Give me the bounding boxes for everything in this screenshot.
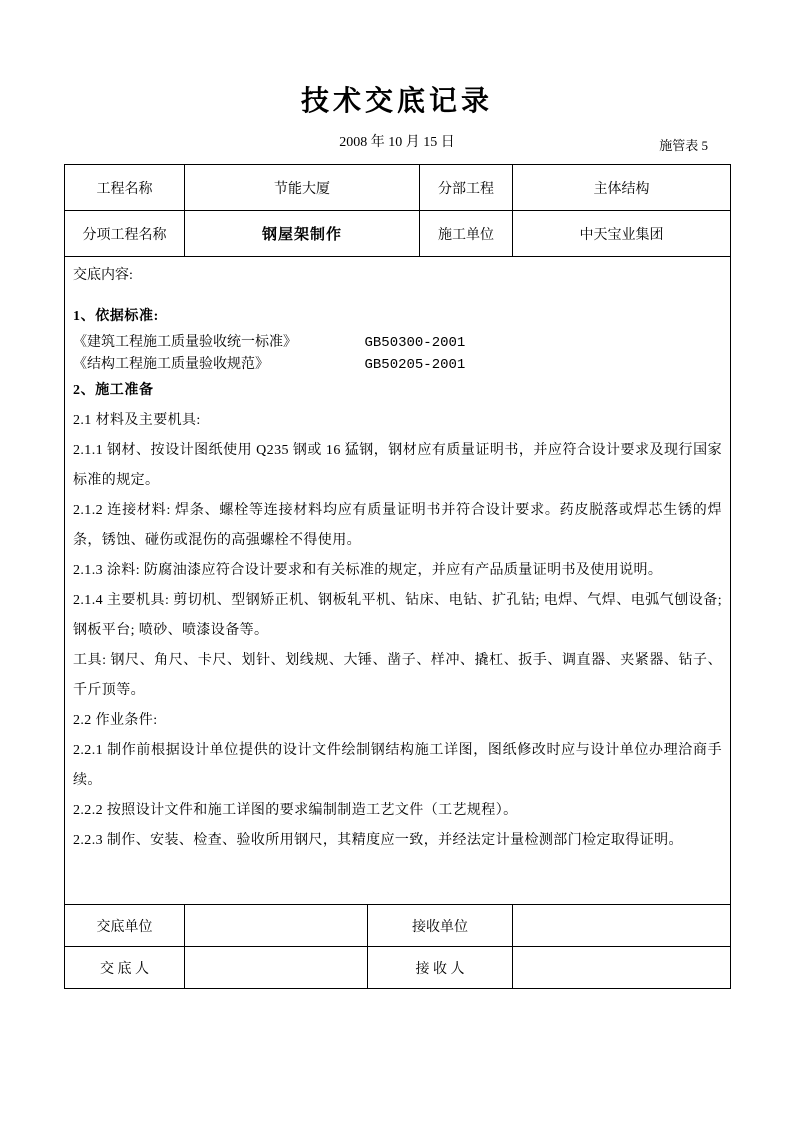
document-date: 2008 年 10 月 15 日	[339, 135, 455, 150]
standard-name: 《结构工程施工质量验收规范》	[73, 357, 269, 372]
discloser-label: 交 底 人	[65, 947, 185, 989]
document-body	[64, 0, 730, 989]
division-work-value: 主体结构	[513, 165, 731, 211]
paragraph: 2.1.3 涂料: 防腐油漆应符合设计要求和有关标准的规定，并应有产品质量证明书及使用说明。	[73, 563, 663, 578]
receiver-label: 接 收 人	[368, 947, 513, 989]
paragraph: 2.2 作业条件:	[73, 713, 158, 728]
paragraph: 工具: 钢尺、角尺、卡尺、划针、划线规、大锤、凿子、样冲、撬杠、扳手、调直器、夹紧器、钻子、千斤顶等。	[73, 653, 722, 698]
sub-project-value: 钢屋架制作	[185, 211, 420, 257]
paragraph: 2.1.1 钢材、按设计图纸使用 Q235 钢或 16 猛钢，钢材应有质量证明书，并应符合设计要求及现行国家标准的规定。	[73, 443, 722, 488]
receiving-unit-value-cell	[513, 905, 731, 947]
section-1-heading: 1、依据标准:	[73, 309, 159, 324]
paragraph: 2.2.2 按照设计文件和施工详图的要求编制制造工艺文件（工艺规程）。	[73, 803, 518, 818]
construction-unit-value: 中天宝业集团	[513, 211, 731, 257]
paragraph: 2.1.4 主要机具: 剪切机、型钢矫正机、钢板轧平机、钻床、电钻、扩孔钻; 电焊、气焊、电弧气刨设备; 钢板平台; 喷砂、喷漆设备等。	[73, 593, 722, 638]
footer-row-2	[65, 947, 731, 989]
section-2-heading: 2、施工准备	[73, 383, 154, 398]
disclosure-unit-value-cell	[185, 905, 368, 947]
disclosure-unit-label: 交底单位	[65, 905, 185, 947]
division-work-label: 分部工程	[420, 165, 513, 211]
document-title: 技术交底记录	[300, 85, 493, 116]
content-heading: 交底内容:	[73, 268, 133, 283]
discloser-value-cell	[185, 947, 368, 989]
construction-unit-label: 施工单位	[420, 211, 513, 257]
paragraph: 2.1.2 连接材料: 焊条、螺栓等连接材料均应有质量证明书并符合设计要求。药皮脱落或焊芯生锈的焊条，锈蚀、碰伤或混伤的高强螺栓不得使用。	[73, 503, 722, 548]
header-row-1	[65, 165, 731, 211]
standard-item	[73, 354, 722, 376]
document-meta-row	[64, 133, 730, 153]
standard-item	[73, 332, 722, 354]
paragraph: 2.2.3 制作、安装、检查、验收所用钢尺，其精度应一致，并经法定计量检测部门检定取得证明。	[73, 833, 683, 848]
standard-name: 《建筑工程施工质量验收统一标准》	[73, 335, 297, 350]
paragraph: 2.1 材料及主要机具:	[73, 413, 201, 428]
form-number-label: 施管表 5	[659, 138, 708, 153]
paragraph: 2.2.1 制作前根据设计单位提供的设计文件绘制钢结构施工详图，图纸修改时应与设计单位办理洽商手续。	[73, 743, 722, 788]
receiving-unit-label: 接收单位	[368, 905, 513, 947]
content-cell	[65, 257, 731, 905]
record-table	[64, 164, 731, 989]
receiver-value-cell	[513, 947, 731, 989]
content-row	[65, 257, 731, 905]
standard-code: GB50300-2001	[364, 335, 466, 351]
standard-code: GB50205-2001	[364, 357, 466, 373]
project-name-label: 工程名称	[65, 165, 185, 211]
footer-row-1	[65, 905, 731, 947]
sub-project-label: 分项工程名称	[65, 211, 185, 257]
header-row-2	[65, 211, 731, 257]
project-name-value: 节能大厦	[185, 165, 420, 211]
